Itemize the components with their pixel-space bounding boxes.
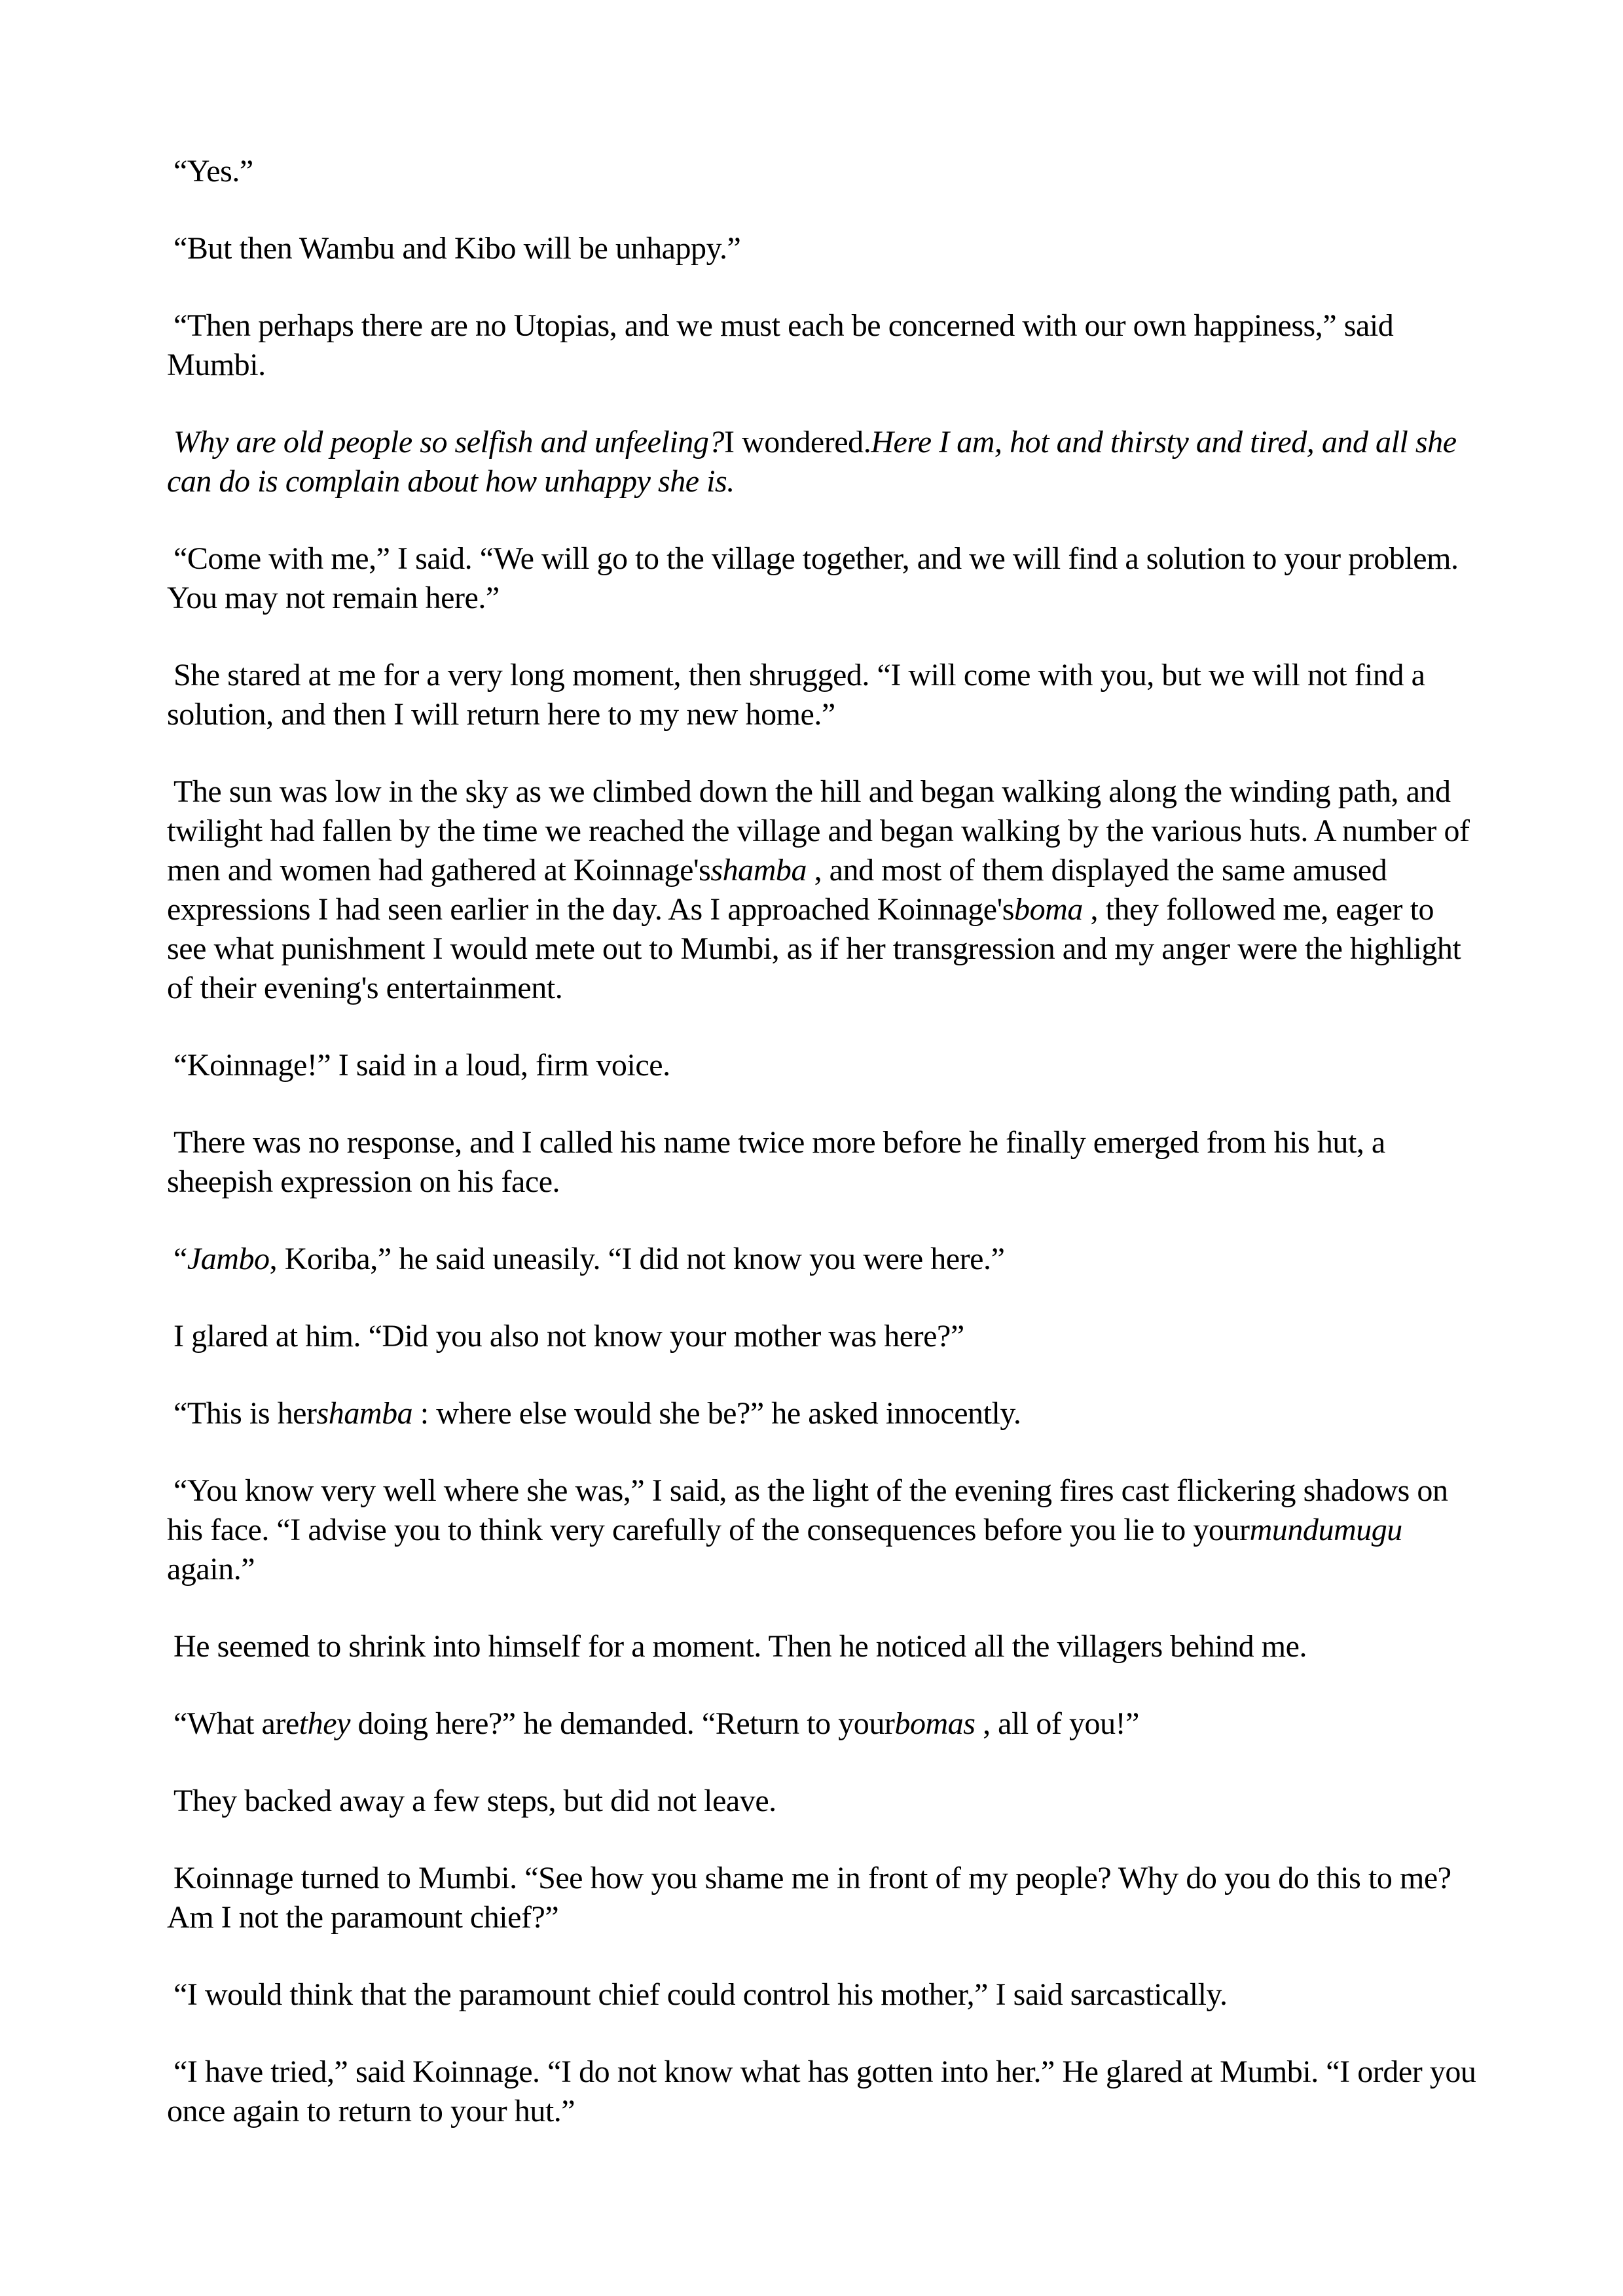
paragraph xyxy=(167,1240,1476,1279)
paragraph xyxy=(167,1627,1476,1666)
text-run: The sun was low in the sky as we climbed down the hill and began walking along the winding path, and twilight had fallen by the time we reached the village and began walking by the various huts. A number of men and women had gathered at Koinnage's xyxy=(167,774,1470,888)
italic-text: bomas xyxy=(894,1706,976,1741)
text-run: I wondered. xyxy=(723,425,871,459)
text-run: He seemed to shrink into himself for a moment. Then he noticed all the villagers behind me. xyxy=(173,1629,1307,1664)
paragraph xyxy=(167,1123,1476,1202)
text-run: “I have tried,” said Koinnage. “I do not know what has gotten into her.” He glared at Mumbi. “I order you once again to return to your hut.” xyxy=(167,2054,1476,2128)
italic-text: shamba xyxy=(710,853,807,888)
text-run: , all of you!” xyxy=(975,1706,1140,1741)
italic-text: they xyxy=(299,1706,350,1741)
italic-text: boma xyxy=(1014,892,1083,927)
text-run: “But then Wambu and Kibo will be unhappy.” xyxy=(173,231,741,266)
paragraph xyxy=(167,229,1476,268)
paragraph xyxy=(167,1046,1476,1085)
text-run: : where else would she be?” he asked innocently. xyxy=(412,1396,1021,1431)
italic-text: Here I am, hot and thirsty and tired, and all she can do is complain about how unhappy she is. xyxy=(167,425,1457,499)
italic-text: mundumugu xyxy=(1249,1513,1402,1547)
paragraph xyxy=(167,2053,1476,2131)
text-run: “Then perhaps there are no Utopias, and we must each be concerned with our own happiness,” said Mumbi. xyxy=(167,308,1394,382)
text-run: “Come with me,” I said. “We will go to the village together, and we will find a solution to your problem. You may not remain here.” xyxy=(167,541,1459,615)
text-run: “What are xyxy=(173,1706,299,1741)
paragraph xyxy=(167,1782,1476,1821)
text-run: “This is her xyxy=(173,1396,317,1431)
paragraph xyxy=(167,539,1476,618)
text-run: They backed away a few steps, but did not leave. xyxy=(173,1784,776,1818)
italic-text: shamba xyxy=(316,1396,413,1431)
text-run: She stared at me for a very long moment, then shrugged. “I will come with you, but we will not find a solution, and then I will return here to my new home.” xyxy=(167,658,1425,732)
italic-text: Why are old people so selfish and unfeeling? xyxy=(173,425,724,459)
text-run: , they followed me, eager to see what punishment I would mete out to Mumbi, as if her transgression and my anger were the highlight of their evening's entertainment. xyxy=(167,892,1461,1005)
text-run: Koinnage turned to Mumbi. “See how you shame me in front of my people? Why do you do this to me? Am I not the paramount chief?” xyxy=(167,1861,1451,1935)
text-run: There was no response, and I called his name twice more before he finally emerged from his hut, a sheepish expression on his face. xyxy=(167,1125,1385,1199)
paragraph xyxy=(167,656,1476,734)
text-run: “You know very well where she was,” I said, as the light of the evening fires cast flickering shadows on his face. “I advise you to think very carefully of the consequences before you lie to your xyxy=(167,1473,1448,1547)
text-run: , Koriba,” he said uneasily. “I did not know you were here.” xyxy=(269,1242,1005,1276)
paragraph xyxy=(167,152,1476,191)
body-text xyxy=(167,152,1476,2169)
paragraph xyxy=(167,1859,1476,1937)
text-run: again.” xyxy=(167,1552,255,1587)
paragraph xyxy=(167,1471,1476,1589)
paragraph xyxy=(167,423,1476,501)
paragraph xyxy=(167,1317,1476,1356)
text-run: “I would think that the paramount chief could control his mother,” I said sarcastically. xyxy=(173,1977,1228,2012)
text-run: doing here?” he demanded. “Return to your xyxy=(350,1706,895,1741)
paragraph xyxy=(167,1394,1476,1433)
paragraph xyxy=(167,306,1476,385)
text-run: “Koinnage!” I said in a loud, firm voice. xyxy=(173,1048,670,1083)
paragraph xyxy=(167,1975,1476,2015)
text-run: I glared at him. “Did you also not know your mother was here?” xyxy=(173,1319,964,1354)
paragraph xyxy=(167,772,1476,1008)
text-run: “Yes.” xyxy=(173,154,253,188)
paragraph xyxy=(167,1704,1476,1744)
italic-text: Jambo xyxy=(187,1242,270,1276)
text-run: , and most of them displayed the same amused expressions I had seen earlier in the day. As I approached Koinnage's xyxy=(167,853,1387,927)
text-run: “ xyxy=(173,1242,187,1276)
